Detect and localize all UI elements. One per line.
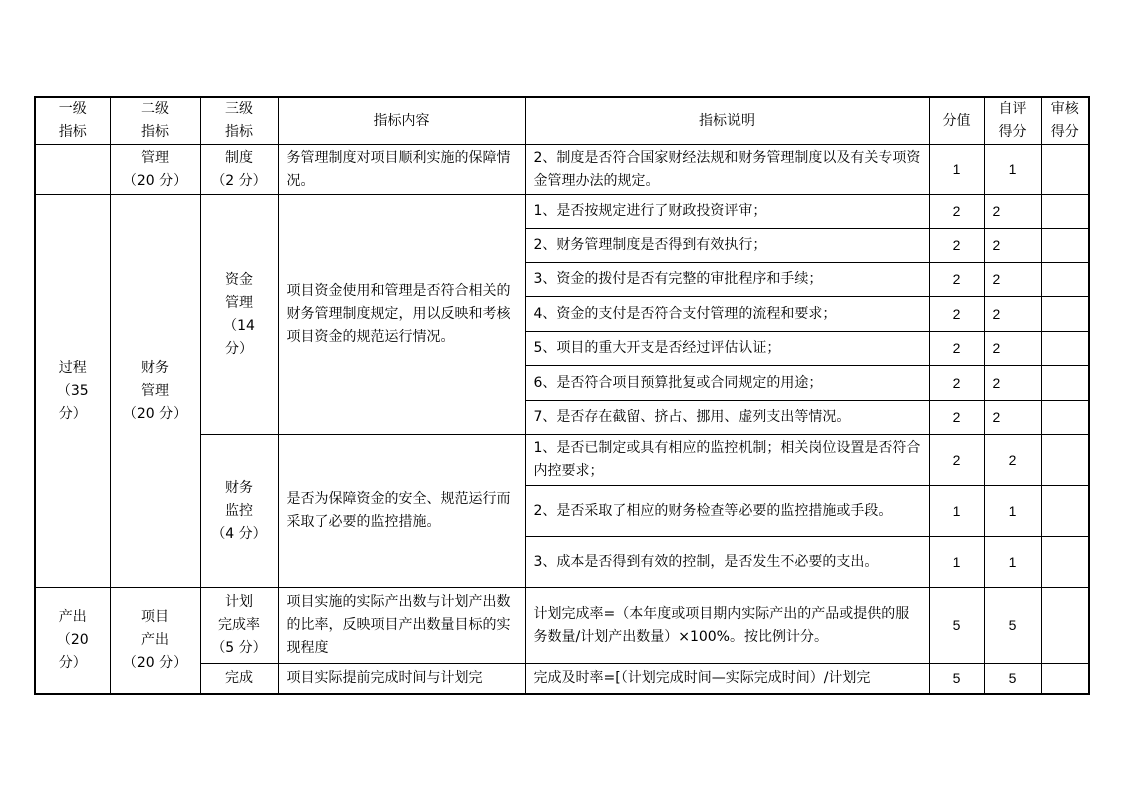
header-audit-score: 审核 得分 bbox=[1041, 97, 1089, 145]
level1-cell-output: 产出 （20 分） bbox=[35, 588, 110, 694]
audit-score-cell bbox=[1041, 297, 1089, 332]
audit-score-cell bbox=[1041, 145, 1089, 195]
explain-cell: 6、是否符合项目预算批复或合同规定的用途； bbox=[525, 366, 929, 401]
score-cell: 1 bbox=[929, 145, 984, 195]
audit-score-cell bbox=[1041, 332, 1089, 366]
score-cell: 5 bbox=[929, 664, 984, 694]
content-cell-plan: 项目实施的实际产出数与计划产出数的比率，反映项目产出数量目标的实现程度 bbox=[278, 588, 525, 664]
header-content: 指标内容 bbox=[278, 97, 525, 145]
header-score: 分值 bbox=[929, 97, 984, 145]
score-cell: 2 bbox=[929, 435, 984, 486]
header-explain: 指标说明 bbox=[525, 97, 929, 145]
self-score-cell: 1 bbox=[984, 486, 1041, 537]
audit-score-cell bbox=[1041, 366, 1089, 401]
explain-cell-plan: 计划完成率=（本年度或项目期内实际产出的产品或提供的服务数量/计划产出数量）×100%。按比例计分。 bbox=[525, 588, 929, 664]
explain-cell: 5、项目的重大开支是否经过评估认证； bbox=[525, 332, 929, 366]
self-score-cell: 2 bbox=[984, 229, 1041, 263]
audit-score-cell bbox=[1041, 229, 1089, 263]
score-cell: 2 bbox=[929, 297, 984, 332]
self-score-cell: 1 bbox=[984, 145, 1041, 195]
self-score-cell: 5 bbox=[984, 588, 1041, 664]
level3-cell: 制度 （2 分） bbox=[200, 145, 278, 195]
self-score-cell: 2 bbox=[984, 263, 1041, 297]
level3-cell-plan: 计划 完成率 （5 分） bbox=[200, 588, 278, 664]
content-cell: 务管理制度对项目顺利实施的保障情况。 bbox=[278, 145, 525, 195]
audit-score-cell bbox=[1041, 537, 1089, 588]
table-row bbox=[35, 145, 1089, 195]
self-score-cell: 2 bbox=[984, 195, 1041, 229]
score-cell: 2 bbox=[929, 195, 984, 229]
content-cell-monitor: 是否为保障资金的安全、规范运行而采取了必要的监控措施。 bbox=[278, 435, 525, 588]
audit-score-cell bbox=[1041, 401, 1089, 435]
explain-cell: 2、制度是否符合国家财经法规和财务管理制度以及有关专项资金管理办法的规定。 bbox=[525, 145, 929, 195]
audit-score-cell bbox=[1041, 588, 1089, 664]
explain-cell: 1、是否已制定或具有相应的监控机制；相关岗位设置是否符合内控要求； bbox=[525, 435, 929, 486]
level1-cell-empty bbox=[35, 145, 110, 195]
table-row bbox=[35, 588, 1089, 664]
level3-cell-timely: 完成 bbox=[200, 664, 278, 694]
score-cell: 2 bbox=[929, 229, 984, 263]
level2-cell: 管理 （20 分） bbox=[110, 145, 200, 195]
header-level2: 二级 指标 bbox=[110, 97, 200, 145]
audit-score-cell bbox=[1041, 435, 1089, 486]
level2-cell-finance: 财务 管理 （20 分） bbox=[110, 195, 200, 588]
table-row bbox=[35, 195, 1089, 229]
content-cell-funds: 项目资金使用和管理是否符合相关的财务管理制度规定，用以反映和考核项目资金的规范运行情况。 bbox=[278, 195, 525, 435]
header-level3: 三级 指标 bbox=[200, 97, 278, 145]
explain-cell: 2、财务管理制度是否得到有效执行； bbox=[525, 229, 929, 263]
explain-cell: 3、资金的拨付是否有完整的审批程序和手续； bbox=[525, 263, 929, 297]
level1-cell-process: 过程 （35 分） bbox=[35, 195, 110, 588]
evaluation-table bbox=[34, 96, 1090, 695]
header-row bbox=[35, 97, 1089, 145]
header-level1: 一级 指标 bbox=[35, 97, 110, 145]
score-cell: 5 bbox=[929, 588, 984, 664]
self-score-cell: 5 bbox=[984, 664, 1041, 694]
self-score-cell: 2 bbox=[984, 366, 1041, 401]
self-score-cell: 2 bbox=[984, 435, 1041, 486]
explain-cell-timely: 完成及时率=[（计划完成时间—实际完成时间）/计划完 bbox=[525, 664, 929, 694]
level3-cell-monitor: 财务 监控 （4 分） bbox=[200, 435, 278, 588]
audit-score-cell bbox=[1041, 195, 1089, 229]
score-cell: 2 bbox=[929, 401, 984, 435]
explain-cell: 3、成本是否得到有效的控制，是否发生不必要的支出。 bbox=[525, 537, 929, 588]
self-score-cell: 2 bbox=[984, 401, 1041, 435]
score-cell: 1 bbox=[929, 486, 984, 537]
audit-score-cell bbox=[1041, 486, 1089, 537]
self-score-cell: 2 bbox=[984, 332, 1041, 366]
header-self-score: 自评 得分 bbox=[984, 97, 1041, 145]
level3-cell-funds: 资金 管理 （14 分） bbox=[200, 195, 278, 435]
self-score-cell: 1 bbox=[984, 537, 1041, 588]
audit-score-cell bbox=[1041, 664, 1089, 694]
explain-cell: 7、是否存在截留、挤占、挪用、虚列支出等情况。 bbox=[525, 401, 929, 435]
explain-cell: 2、是否采取了相应的财务检查等必要的监控措施或手段。 bbox=[525, 486, 929, 537]
audit-score-cell bbox=[1041, 263, 1089, 297]
score-cell: 1 bbox=[929, 537, 984, 588]
explain-cell: 1、是否按规定进行了财政投资评审； bbox=[525, 195, 929, 229]
explain-cell: 4、资金的支付是否符合支付管理的流程和要求； bbox=[525, 297, 929, 332]
level2-cell-output: 项目 产出 （20 分） bbox=[110, 588, 200, 694]
score-cell: 2 bbox=[929, 332, 984, 366]
content-cell-timely: 项目实际提前完成时间与计划完 bbox=[278, 664, 525, 694]
self-score-cell: 2 bbox=[984, 297, 1041, 332]
score-cell: 2 bbox=[929, 263, 984, 297]
score-cell: 2 bbox=[929, 366, 984, 401]
